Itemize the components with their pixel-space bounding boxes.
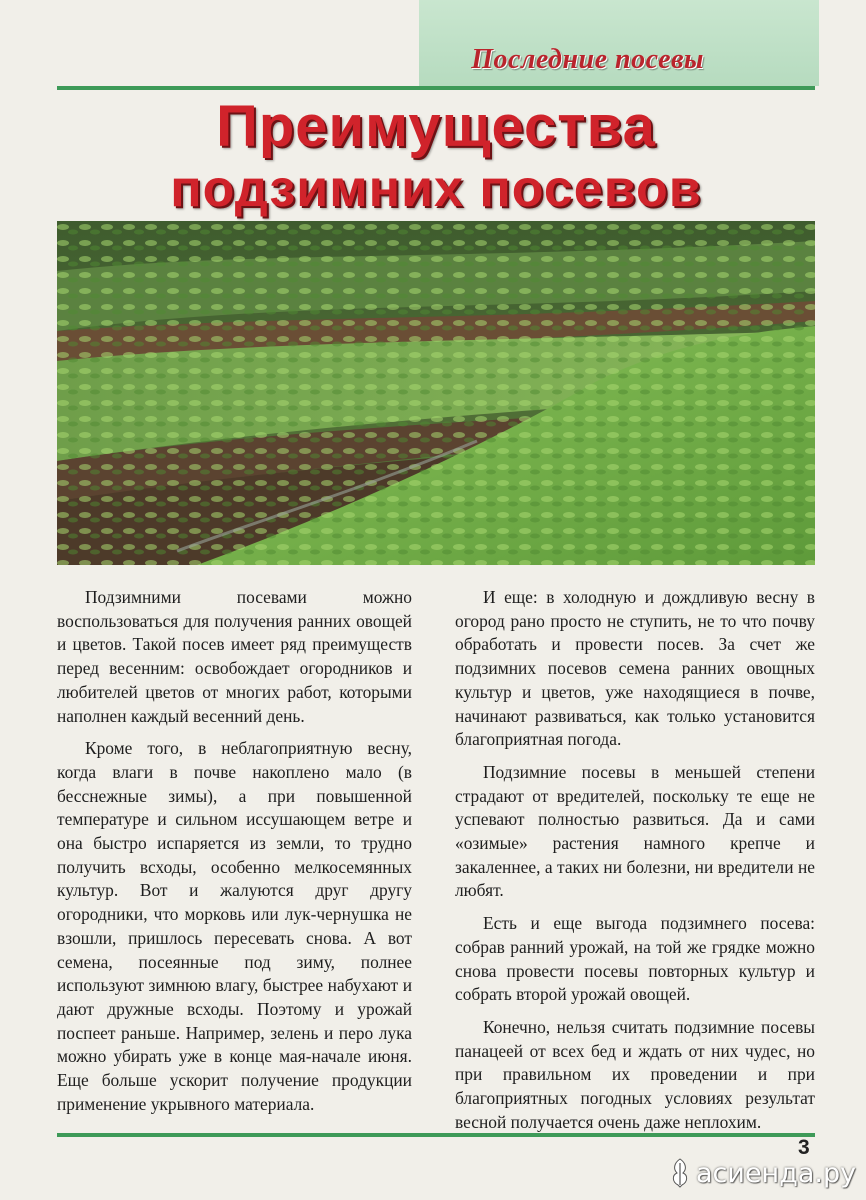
- paragraph: Подзимними посевами можно воспользоваться для получения ранних овощей и цветов. Такой посев имеет ряд преимуществ перед весенним: освобождает огородников и любителей цветов от многих работ, которыми наполнен каждый весенний день.: [57, 587, 412, 726]
- article-column-right: [455, 586, 815, 1143]
- paragraph: Кроме того, в неблагоприятную весну, когда влаги в почве накоплено мало (в бесснежные зимы), а при повышенной температуре и сильном иссушающем ветре и она быстро испаряется из земли, то трудно получить всходы, особенно мелкосемянных культур. Вот и жалуются друг другу огородники, что морковь или лук-чернушка не взошли, пришлось пересевать снова. А вот семена, посеянные под зиму, полнее используют зимнюю влагу, быстрее набухают и дают дружные всходы. Поэтому и урожай поспеет раньше. Например, зелень и перо лука можно убирать уже в конце мая-начале июня. Еще больше ускорит получение продукции применение укрывного материала.: [57, 738, 412, 1114]
- article-column-left: [57, 586, 412, 1125]
- paragraph: Подзимние посевы в меньшей степени страдают от вредителей, поскольку те еще не успевают полностью развиться. Да и сами «озимые» растения намного крепче и закаленнее, а таких ни болезни, ни вредители не любят.: [455, 761, 815, 901]
- garden-beds-photo: [57, 221, 815, 565]
- top-rule: [57, 86, 815, 90]
- section-label: Последние посевы: [471, 44, 704, 75]
- watermark: [668, 1155, 856, 1191]
- article-title-line-2: подзимних посевов: [170, 160, 702, 218]
- garden-photo-illustration: [57, 221, 815, 565]
- paragraph: И еще: в холодную и дождливую весну в огород рано просто не ступить, не то что почву обработать и провести посев. За счет же подзимних посевов семена ранних овощных культур и цветов, уже находящиеся в почве, начинают развиваться, как только установится благоприятная погода.: [455, 587, 815, 750]
- section-tab: [419, 0, 819, 86]
- watermark-text: асиенда.ру: [696, 1157, 857, 1189]
- page-number: 3: [798, 1136, 810, 1159]
- paragraph: Есть и еще выгода подзимнего посева: собрав ранний урожай, на той же грядке можно снова провести посевы повторных культур и собрать второй урожай овощей.: [455, 913, 815, 1005]
- asienda-logo-icon: [668, 1157, 692, 1189]
- article-title-line-1: Преимущества: [216, 94, 656, 159]
- paragraph: Конечно, нельзя считать подзимние посевы панацеей от всех бед и ждать от них чудес, но при правильном их проведении и при благоприятных погодных условиях результат весной получается очень даже неплохим.: [455, 1016, 815, 1132]
- article-title: [57, 94, 815, 218]
- bottom-rule: [57, 1133, 815, 1137]
